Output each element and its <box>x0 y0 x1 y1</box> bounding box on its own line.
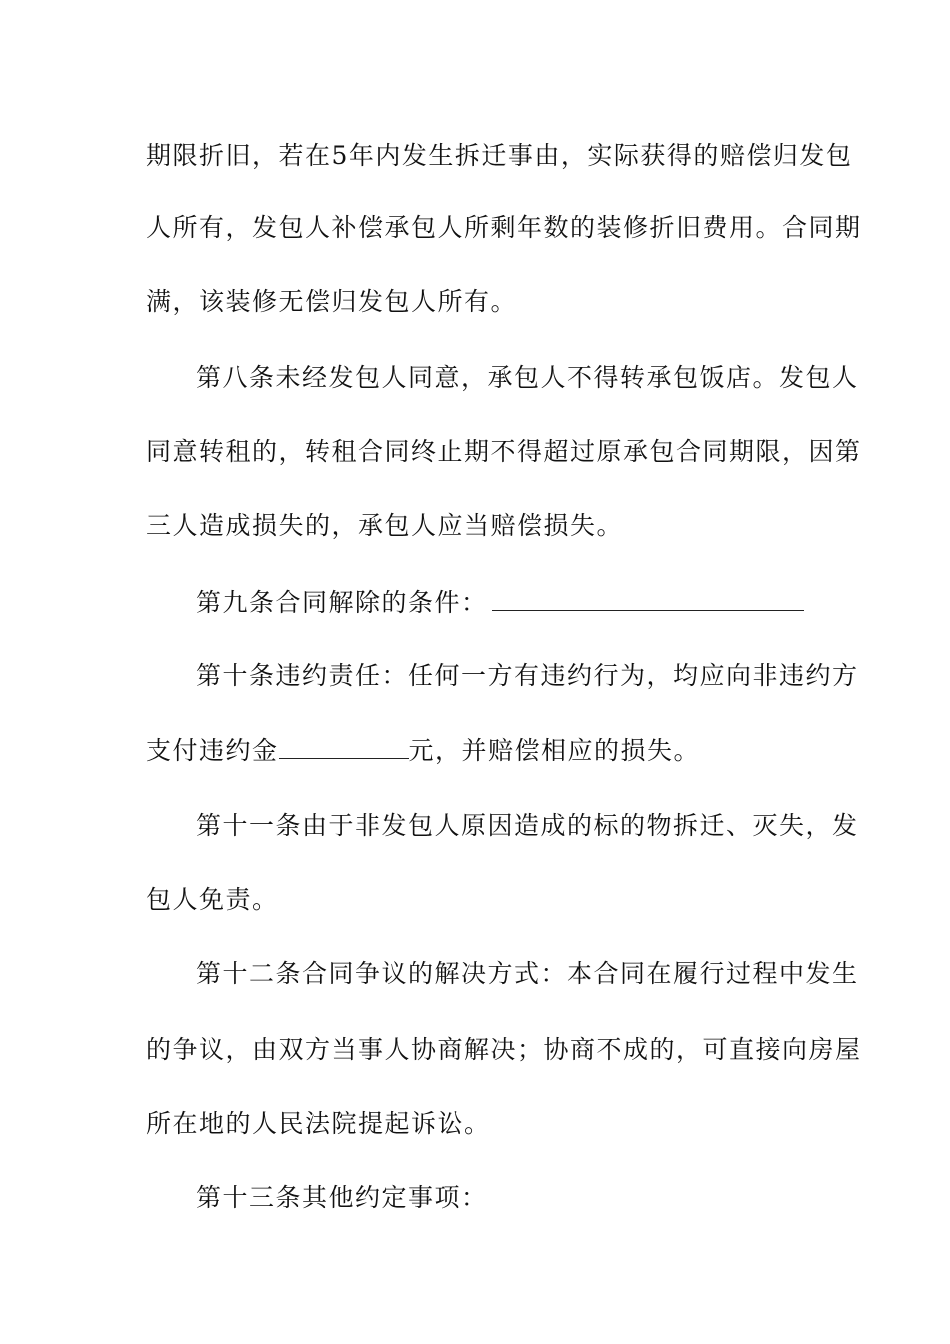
text-line: 同意转租的，转租合同终止期不得超过原承包合同期限，因第 <box>146 437 862 466</box>
article-12-line <box>196 958 859 990</box>
paragraph-line <box>146 734 806 766</box>
paragraph-line <box>146 286 806 318</box>
text-line: 包人免责。 <box>146 885 279 914</box>
article-11-line <box>196 810 859 842</box>
text-line: 第八条未经发包人同意，承包人不得转承包饭店。发包人 <box>196 363 859 392</box>
paragraph-line <box>146 140 853 172</box>
penalty-amount-blank[interactable] <box>279 734 409 759</box>
text-line: 第九条合同解除的条件： <box>196 588 488 617</box>
text-line: 期限折旧，若在5年内发生拆迁事由，实际获得的赔偿归发包 <box>146 141 853 170</box>
article-9-line <box>196 586 856 618</box>
article-13-line <box>196 1182 856 1214</box>
text-line: 第十一条由于非发包人原因造成的标的物拆迁、灭失，发 <box>196 811 859 840</box>
text-line: 三人造成损失的，承包人应当赔偿损失。 <box>146 511 624 540</box>
text-line: 所在地的人民法院提起诉讼。 <box>146 1109 491 1138</box>
text-line: 第十二条合同争议的解决方式：本合同在履行过程中发生 <box>196 959 859 988</box>
paragraph-line <box>146 510 806 542</box>
text-line: 满，该装修无偿归发包人所有。 <box>146 287 518 316</box>
text-line: 第十条违约责任：任何一方有违约行为，均应向非违约方 <box>196 661 859 690</box>
paragraph-line <box>146 884 806 916</box>
paragraph-line <box>146 436 862 468</box>
text-line: 人所有，发包人补偿承包人所剩年数的装修折旧费用。合同期 <box>146 213 862 242</box>
paragraph-line <box>146 212 862 244</box>
text-line: 支付违约金 <box>146 736 279 765</box>
paragraph-line <box>146 1034 862 1066</box>
text-line: 的争议，由双方当事人协商解决；协商不成的，可直接向房屋 <box>146 1035 862 1064</box>
article-10-line <box>196 660 859 692</box>
text-line: 第十三条其他约定事项： <box>196 1183 488 1212</box>
article-8-line <box>196 362 859 394</box>
termination-conditions-blank[interactable] <box>492 586 804 611</box>
text-line: 元，并赔偿相应的损失。 <box>408 736 701 765</box>
paragraph-line <box>146 1108 806 1140</box>
